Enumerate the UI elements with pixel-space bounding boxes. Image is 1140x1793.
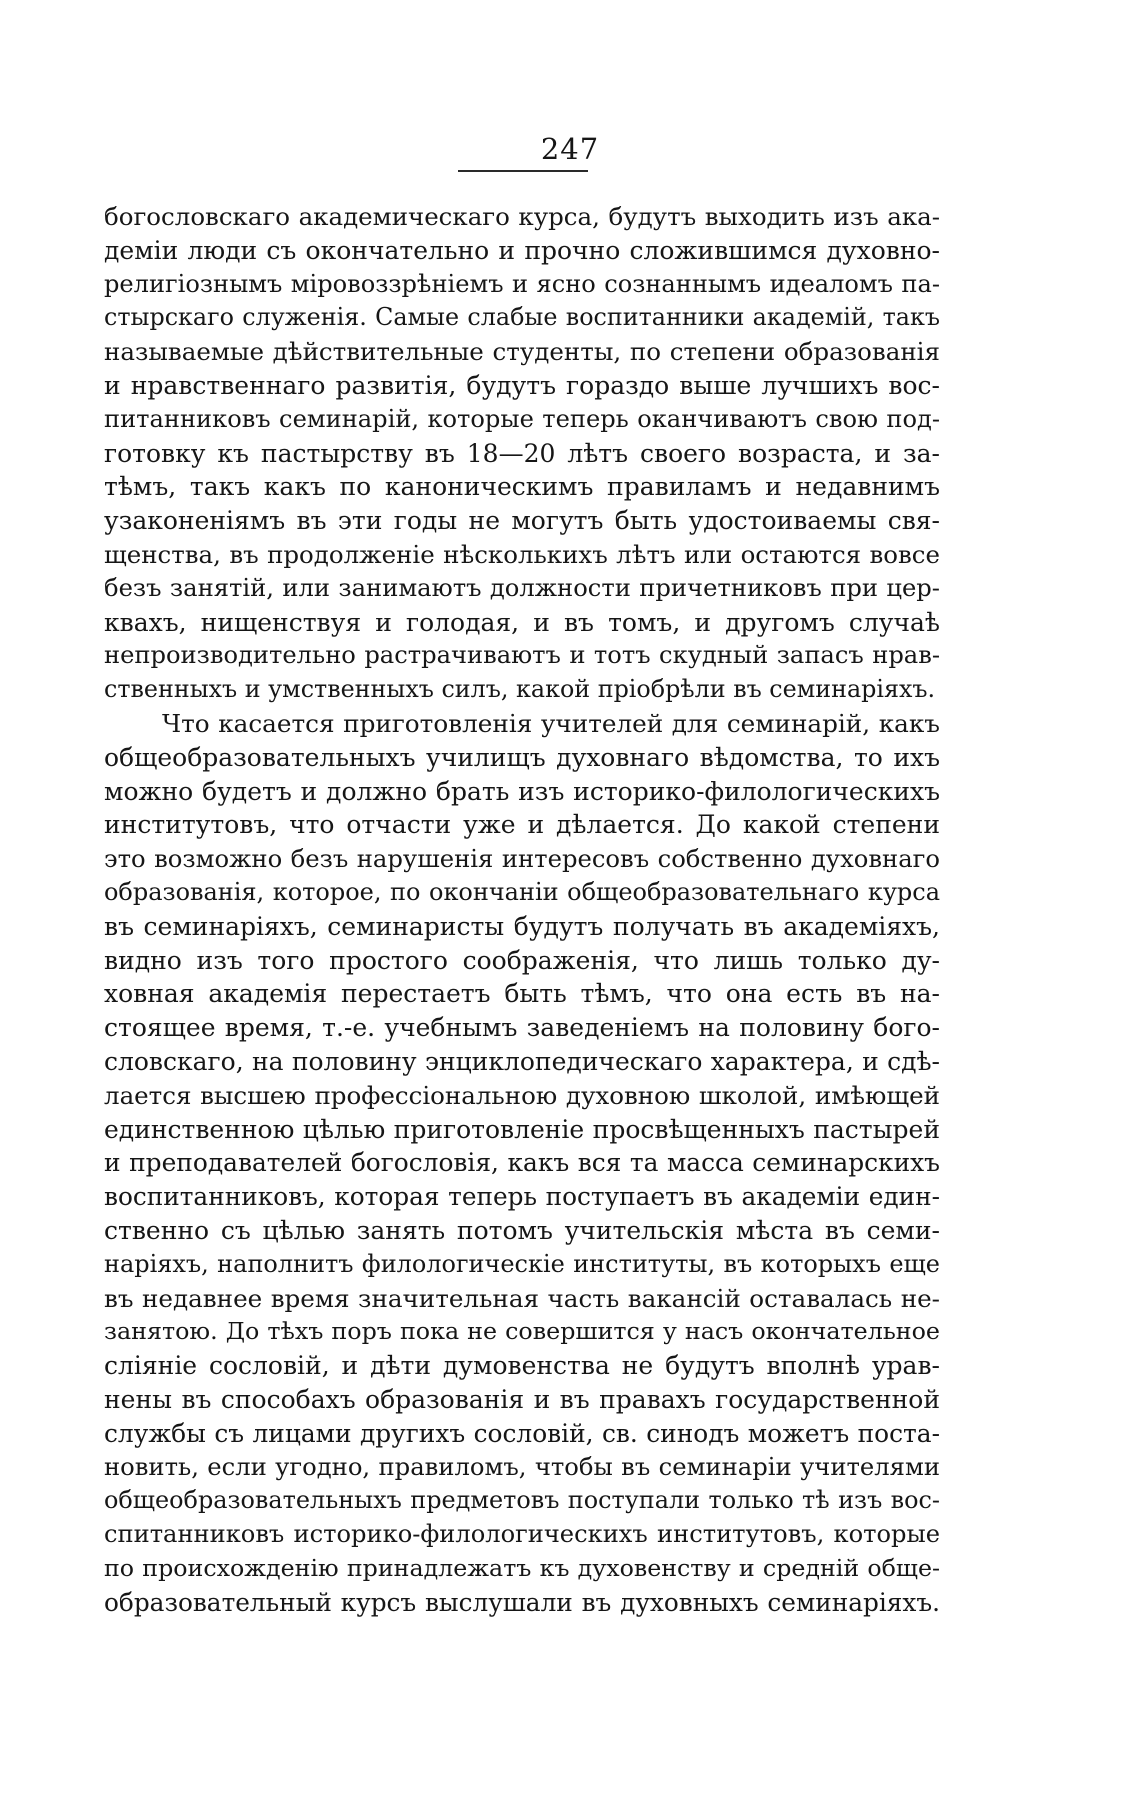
- text-line: въ недавнее время значительная часть вакансій оставалась не-: [104, 1283, 940, 1313]
- text-line: узаконеніямъ въ эти годы не могутъ быть удостоиваемы свя-: [104, 506, 940, 536]
- text-line: занятою. До тѣхъ поръ пока не совершится у насъ окончательное: [104, 1317, 940, 1346]
- text-line: называемые дѣйствительные студенты, по степени образованія: [104, 337, 940, 367]
- text-line: Что касается приготовленія учителей для семинарій, какъ: [162, 708, 940, 738]
- text-line: общеобразовательныхъ училищъ духовнаго вѣдомства, то ихъ: [104, 742, 940, 772]
- text-line: видно изъ того простого соображенія, что лишь только ду-: [104, 945, 940, 975]
- text-line: непроизводительно растрачиваютъ и тотъ скудный запасъ нрав-: [104, 641, 940, 670]
- text-line: по происхожденію принадлежатъ къ духовенству и средній обще-: [104, 1553, 940, 1582]
- text-line: деміи люди съ окончательно и прочно сложившимся духовно-: [104, 235, 940, 265]
- text-line: словскаго, на половину энциклопедическаго характера, и сдѣ-: [104, 1046, 940, 1076]
- body-text: [104, 200, 940, 1619]
- text-line: стырскаго служенія. Самые слабые воспитанники академій, такъ: [104, 303, 940, 332]
- text-line: образованія, которое, по окончаніи общеобразовательнаго курса: [104, 877, 940, 906]
- text-line: можно будетъ и должно брать изъ историко-филологическихъ: [104, 776, 940, 806]
- text-line: сліяніе сословій, и дѣти думовенства не будутъ вполнѣ урав-: [104, 1351, 940, 1381]
- text-line: богословскаго академическаго курса, будутъ выходить изъ ака-: [104, 202, 940, 231]
- text-line: стоящее время, т.-е. учебнымъ заведеніемъ на половину бого-: [104, 1013, 940, 1043]
- text-line: спитанниковъ историко-филологическихъ институтовъ, которые: [104, 1520, 940, 1549]
- text-line: новить, если угодно, правиломъ, чтобы въ семинаріи учителями: [104, 1452, 940, 1482]
- text-line: тѣмъ, такъ какъ по каноническимъ правиламъ и недавнимъ: [104, 472, 940, 502]
- text-line: службы съ лицами другихъ сословій, св. синодъ можетъ поста-: [104, 1418, 940, 1448]
- page-number: 247: [540, 132, 600, 166]
- text-line: это возможно безъ нарушенія интересовъ собственно духовнаго: [104, 844, 940, 874]
- text-line: наріяхъ, наполнитъ филологическіе институты, въ которыхъ еще: [104, 1249, 940, 1278]
- text-line: ховная академія перестаетъ быть тѣмъ, что она есть въ на-: [104, 979, 940, 1009]
- text-line: ственно съ цѣлью занять потомъ учительскія мѣста въ семи-: [104, 1215, 940, 1245]
- text-line: готовку къ пастырству въ 18—20 лѣтъ своего возраста, и за-: [104, 438, 940, 468]
- text-line: общеобразовательныхъ предметовъ поступали только тѣ изъ вос-: [104, 1486, 940, 1515]
- text-line: воспитанниковъ, которая теперь поступаетъ въ академіи един-: [104, 1182, 940, 1212]
- text-line: нены въ способахъ образованія и въ правахъ государственной: [104, 1384, 940, 1414]
- text-line: щенства, въ продолженіе нѣсколькихъ лѣтъ или остаются вовсе: [104, 539, 940, 569]
- paragraph-2: [104, 707, 940, 1620]
- text-line: и нравственнаго развитія, будутъ гораздо выше лучшихъ вос-: [104, 370, 940, 400]
- text-line: и преподавателей богословія, какъ вся та масса семинарскихъ: [104, 1148, 940, 1178]
- paragraph-1: [104, 200, 940, 707]
- text-line: въ семинаріяхъ, семинаристы будутъ получать въ академіяхъ,: [104, 911, 940, 941]
- text-line: квахъ, нищенствуя и голодая, и въ томъ, и другомъ случаѣ: [104, 607, 940, 637]
- text-line: религіознымъ міровоззрѣніемъ и ясно сознаннымъ идеаломъ па-: [104, 269, 940, 298]
- text-line: институтовъ, что отчасти уже и дѣлается. До какой степени: [104, 810, 940, 840]
- text-line: питанниковъ семинарій, которые теперь оканчиваютъ свою под-: [104, 404, 940, 433]
- text-line: ственныхъ и умственныхъ силъ, какой пріобрѣли въ семинаріяхъ.: [104, 675, 936, 704]
- text-line: единственною цѣлью приготовленіе просвѣщенныхъ пастырей: [104, 1114, 940, 1144]
- text-line: безъ занятій, или занимаютъ должности причетниковъ при цер-: [104, 573, 940, 602]
- page-number-rule: [458, 170, 588, 172]
- text-line: лается высшею профессіональною духовною школой, имѣющей: [104, 1080, 940, 1110]
- text-line: образовательный курсъ выслушали въ духовныхъ семинаріяхъ.: [104, 1587, 940, 1617]
